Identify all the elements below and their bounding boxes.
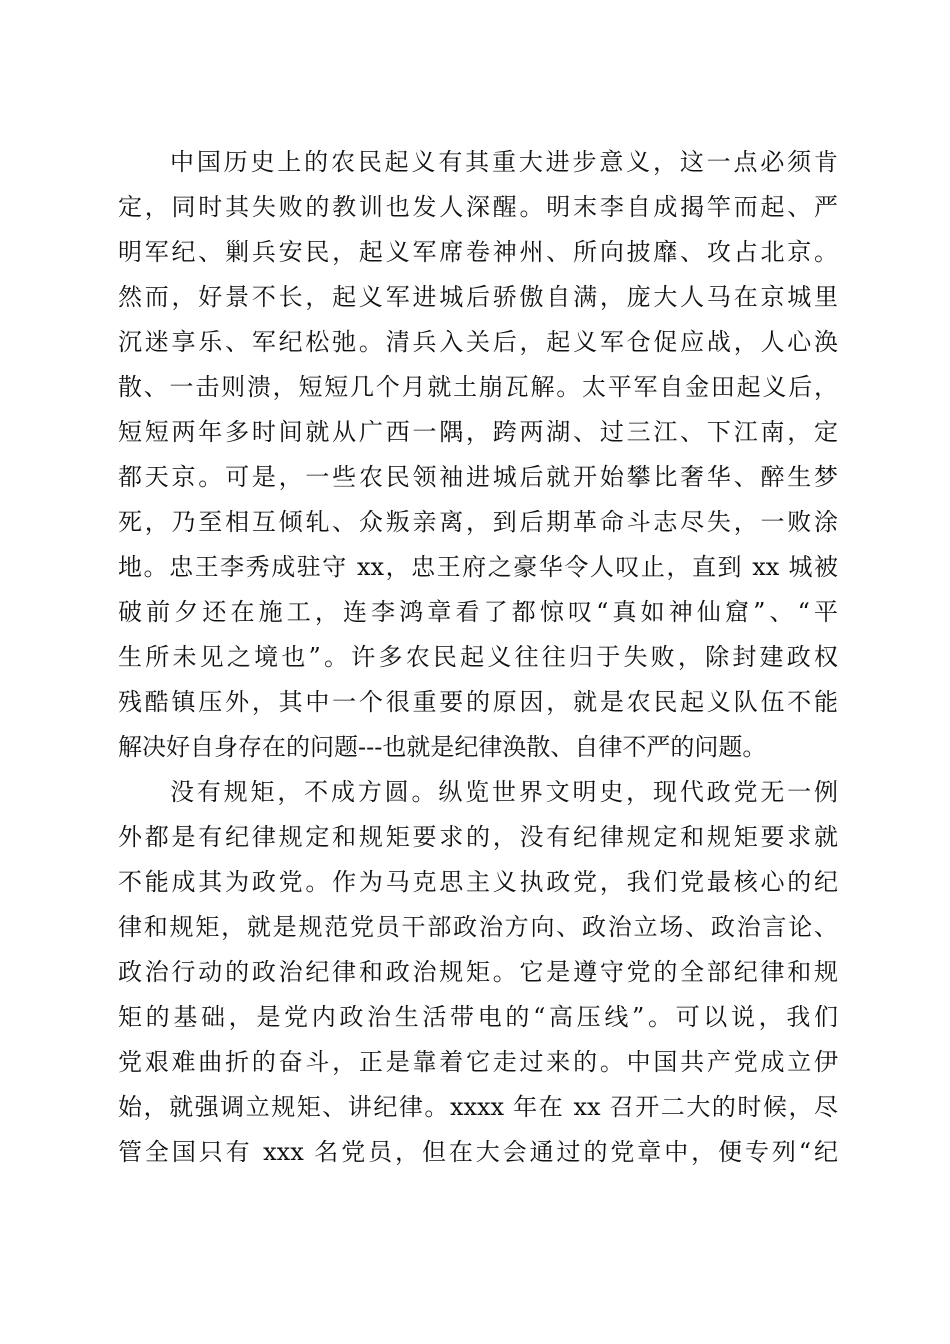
paragraph-peasant-uprisings — [118, 140, 838, 770]
text-line: 散、一击则溃，短短几个月就土崩瓦解。太平军自金田起义后， — [118, 373, 838, 401]
text-line: 都天京。可是，一些农民领袖进城后就开始攀比奢华、醉生梦 — [118, 463, 838, 491]
text-line: 解决好自身存在的问题---也就是纪律涣散、自律不严的问题。 — [118, 733, 767, 761]
text-line: 党艰难曲折的奋斗，正是靠着它走过来的。中国共产党成立伊 — [118, 1048, 838, 1076]
text-line: 中国历史上的农民起义有其重大进步意义，这一点必须肯 — [170, 148, 838, 176]
text-line: 外都是有纪律规定和规矩要求的，没有纪律规定和规矩要求就 — [118, 823, 838, 851]
text-line: 始，就强调立规矩、讲纪律。xxxx 年在 xx 召开二大的时候，尽 — [118, 1093, 838, 1121]
text-line: 地。忠王李秀成驻守 xx，忠王府之豪华令人叹止，直到 xx 城被 — [118, 553, 838, 581]
paragraph-rules-and-discipline — [118, 770, 838, 1175]
text-line: 沉迷享乐、军纪松弛。清兵入关后，起义军仓促应战，人心涣 — [118, 328, 838, 356]
text-line: 定，同时其失败的教训也发人深醒。明末李自成揭竿而起、严 — [118, 193, 838, 221]
text-line: 然而，好景不长，起义军进城后骄傲自满，庞大人马在京城里 — [118, 283, 838, 311]
text-line: 矩的基础，是党内政治生活带电的“高压线”。可以说，我们 — [118, 1003, 838, 1031]
text-line: 破前夕还在施工，连李鸿章看了都惊叹“真如神仙窟”、“平 — [118, 598, 838, 626]
text-line: 没有规矩，不成方圆。纵览世界文明史，现代政党无一例 — [170, 778, 838, 806]
text-line: 政治行动的政治纪律和政治规矩。它是遵守党的全部纪律和规 — [118, 958, 838, 986]
document-body — [118, 140, 838, 1175]
text-line: 明军纪、剿兵安民，起义军席卷神州、所向披靡、攻占北京。 — [118, 238, 838, 266]
text-line: 残酷镇压外，其中一个很重要的原因，就是农民起义队伍不能 — [118, 688, 838, 716]
text-line: 短短两年多时间就从广西一隅，跨两湖、过三江、下江南，定 — [118, 418, 838, 446]
text-line: 死，乃至相互倾轧、众叛亲离，到后期革命斗志尽失，一败涂 — [118, 508, 838, 536]
text-line: 管全国只有 xxx 名党员，但在大会通过的党章中，便专列“纪 — [118, 1138, 838, 1166]
text-line: 生所未见之境也”。许多农民起义往往归于失败，除封建政权 — [118, 643, 838, 671]
text-line: 律和规矩，就是规范党员干部政治方向、政治立场、政治言论、 — [118, 913, 838, 941]
text-line: 不能成其为政党。作为马克思主义执政党，我们党最核心的纪 — [118, 868, 838, 896]
